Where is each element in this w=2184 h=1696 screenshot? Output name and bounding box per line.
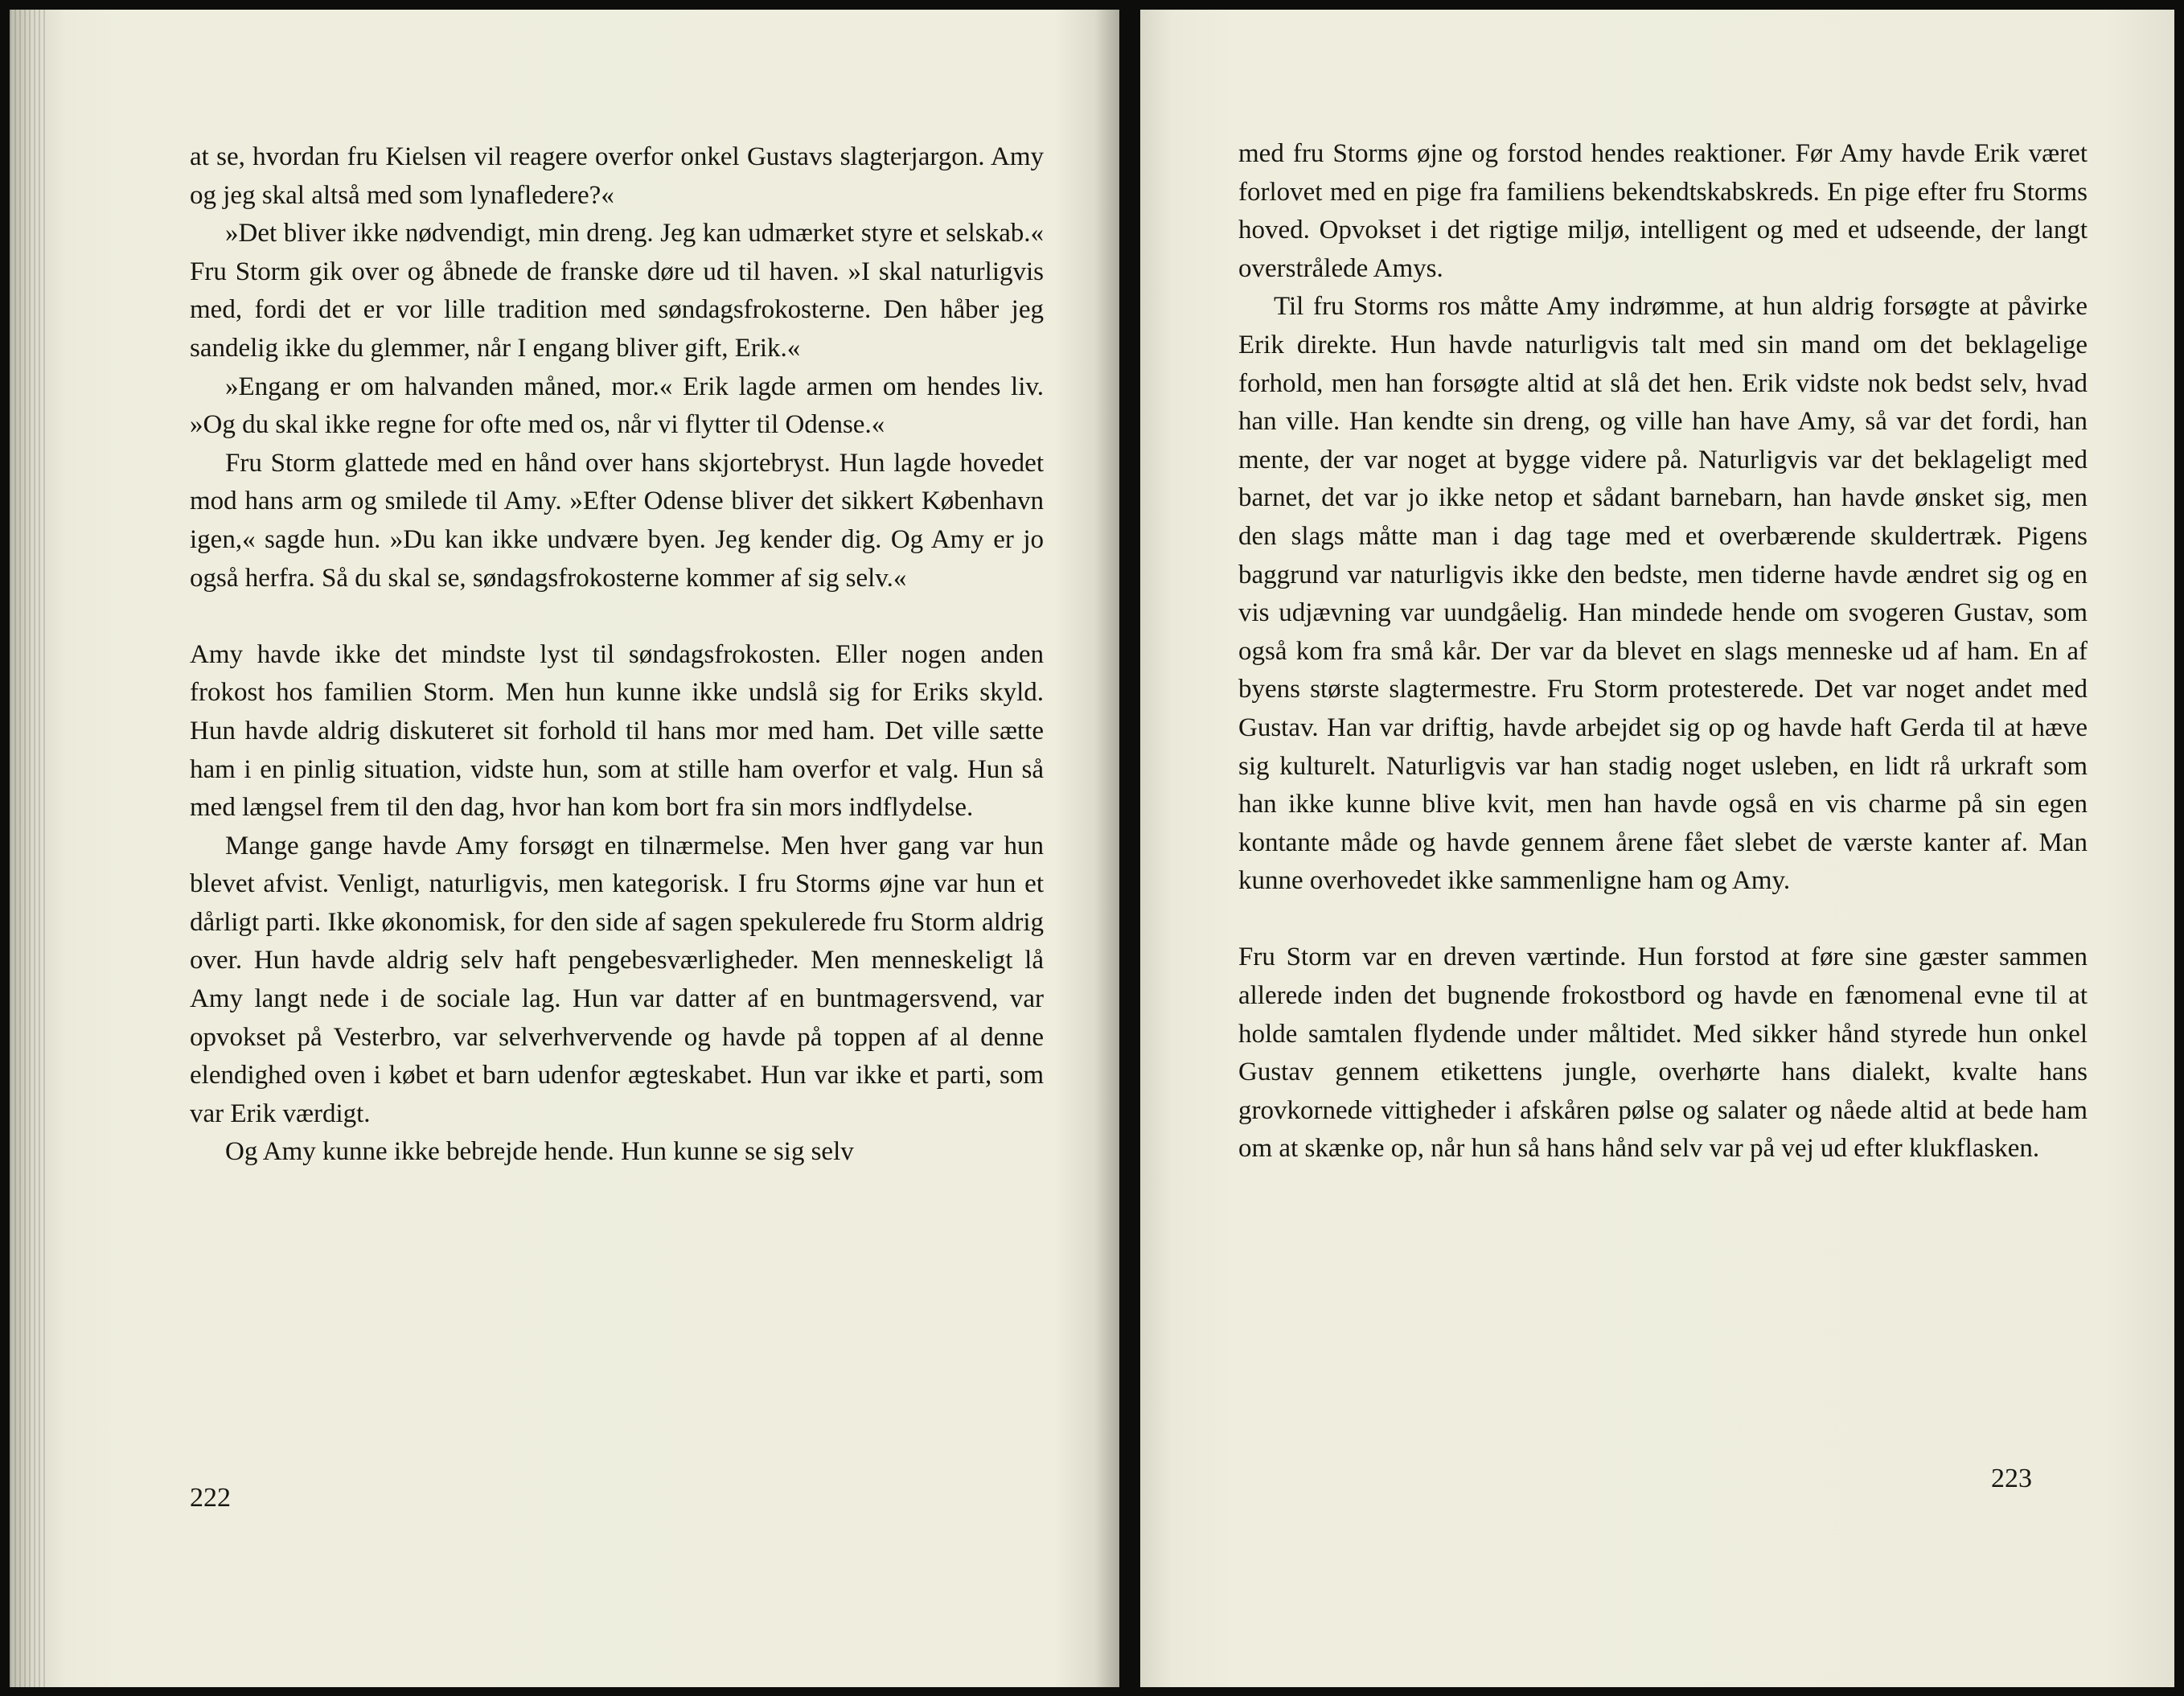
right-page — [1140, 10, 2174, 1687]
paragraph: Fru Storm glattede med en hånd over hans skjortebryst. Hun lagde hovedet mod hans arm og smilede til Amy. »Efter Odense bliver det sikkert København igen,« sagde hun. »Du kan ikke undvære byen. Jeg kender dig. Og Amy er jo også herfra. Så du skal se, søndagsfrokosterne kommer af sig selv.« — [190, 448, 1044, 593]
page-number: 222 — [190, 1483, 231, 1513]
paragraph: »Det bliver ikke nødvendigt, min dreng. Jeg kan udmærket styre et selskab.« Fru Storm gik over og åbnede de franske døre ud til haven. »I skal naturligvis med, fordi det er vor lille tradition med søndagsfrokosterne. Den håber jeg sandelig ikke du glemmer, når I engang bliver gift, Erik.« — [190, 219, 1044, 363]
page-edge-stack — [10, 10, 48, 1687]
paragraph: Mange gange havde Amy forsøgt en tilnærmelse. Men hver gang var hun blevet afvist. Venligt, naturligvis, men kategorisk. I fru Storms øjne var hun et dårligt parti. Ikke økonomisk, for den side af sagen spekulerede fru Storm aldrig over. Hun havde aldrig selv haft pengebesværligheder. Men menneskeligt lå Amy langt nede i de sociale lag. Hun var datter af en buntmagersvend, var opvokset på Vesterbro, var selverhvervende og havde på toppen af al denne elendighed oven i købet et barn udenfor ægteskabet. Hun var ikke et parti, som var Erik værdigt. — [190, 831, 1044, 1128]
page-number: 223 — [1991, 1464, 2032, 1493]
paragraph: »Engang er om halvanden måned, mor.« Erik lagde armen om hendes liv. »Og du skal ikke regne for ofte med os, når vi flytter til Odense.« — [190, 372, 1044, 440]
paragraph: Til fru Storms ros måtte Amy indrømme, at hun aldrig forsøgte at påvirke Erik direkte. Hun havde naturligvis talt med sin mand om det beklagelige forhold, men han forsøgte altid at slå det hen. Erik vidste nok bedst selv, hvad han ville. Han kendte sin dreng, og ville han have Amy, så var det fordi, han mente, der var noget at bygge videre på. Naturligvis var det beklageligt med barnet, det var jo ikke netop et sådant barnebarn, han havde ønsket sig, men den slags måtte man i dag tage med et overbærende skuldertræk. Pigens baggrund var naturligvis ikke den bedste, men tiderne havde ændret sig og en vis udjævning var uundgåelig. Han mindede hende om svogeren Gustav, som også kom fra små kår. Der var da blevet en slags menneske ud af ham. En af byens største slagtermestre. Fru Storm protesterede. Det var noget andet med Gustav. Han var driftig, havde arbejdet sig op og havde haft Gerda til at hæve sig kulturelt. Naturligvis var han stadig noget usleben, en lidt rå urkraft som han ikke kunne blive kvit, men han havde også en vis charme på sin egen kontante måde og havde gennem årene fået slebet de værste kanter af. Man kunne overhovedet ikke sammenligne ham og Amy. — [1238, 292, 2088, 896]
right-page-text — [1238, 135, 2088, 1168]
paragraph: Og Amy kunne ikke bebrejde hende. Hun kunne se sig selv — [225, 1137, 854, 1167]
gutter-shadow — [1095, 10, 1119, 1687]
paragraph: med fru Storms øjne og forstod hendes reaktioner. Før Amy havde Erik været forlovet med en pige fra familiens bekendtskabskreds. En pige efter fru Storms hoved. Opvokset i det rigtige miljø, intelligent og med et udseende, der langt overstrålede Amys. — [1238, 139, 2088, 283]
paragraph: Amy havde ikke det mindste lyst til søndagsfrokosten. Eller nogen anden frokost hos familien Storm. Men hun kunne ikke undslå sig for Eriks skyld. Hun havde aldrig diskuteret sit forhold til hans mor med ham. Det ville sætte ham i en pinlig situation, vidste hun, som at stille ham overfor et valg. Hun så med længsel frem til den dag, hvor han kom bort fra sin mors indflydelse. — [190, 639, 1044, 823]
paragraph: at se, hvordan fru Kielsen vil reagere overfor onkel Gustavs slagterjargon. Amy og jeg skal altså med som lynafledere?« — [190, 142, 1044, 210]
left-page — [10, 10, 1119, 1687]
paragraph: Fru Storm var en dreven værtinde. Hun forstod at føre sine gæster sammen allerede inden det bugnende frokostbord og havde en fænomenal evne til at holde samtalen flydende under måltidet. Med sikker hånd styrede hun onkel Gustav gennem etikettens jungle, overhørte hans dialekt, kvalte hans grovkornede vittigheder i afskåren pølse og salater og nåede altid at bede ham om at skænke op, når hun så hans hånd selv var på vej ud efter klukflasken. — [1238, 942, 2088, 1164]
left-page-text — [190, 138, 1044, 1172]
